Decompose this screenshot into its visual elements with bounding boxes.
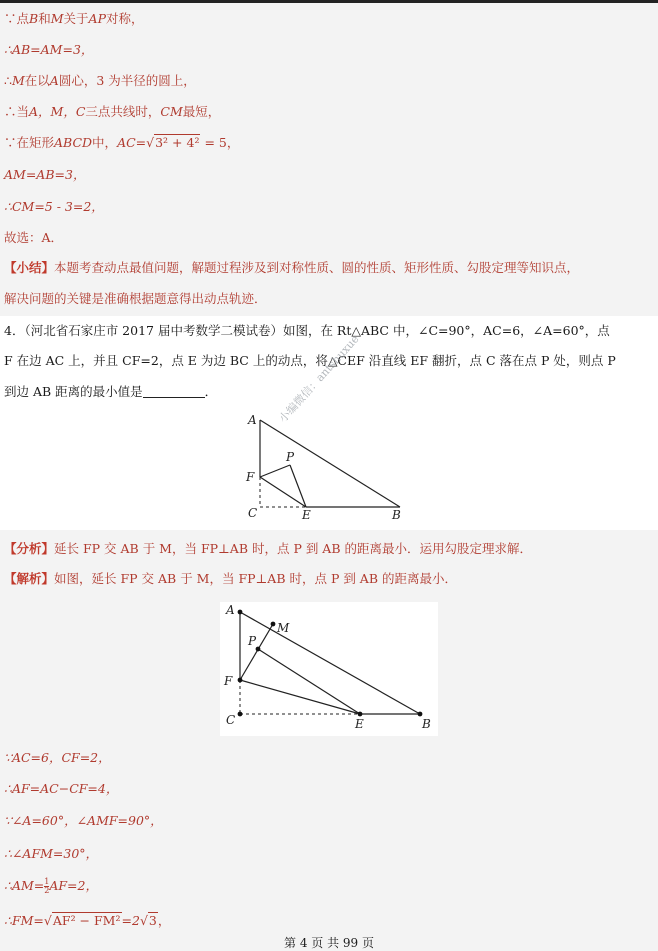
segment-pe: [290, 465, 306, 507]
sqrt-sign: √: [146, 135, 155, 150]
figure-solution-diagram: [220, 602, 438, 736]
label-b: B: [422, 717, 431, 731]
label-e: E: [355, 717, 364, 731]
figure-triangle-fold: [240, 410, 415, 525]
solution-intro-line: 【解析】如图，延长 FP 交 AB 于 M，当 FP⊥AB 时，点 P 到 AB 的距离最小．: [4, 571, 457, 586]
label-a: A: [248, 413, 257, 427]
solution-line-3: ∴M在以A圆心，3 为半径的圆上，: [4, 73, 196, 88]
label-c: C: [226, 713, 236, 727]
solution-line-8: 故选：A．: [4, 230, 64, 245]
figure-background: [220, 602, 438, 736]
point-f: [238, 678, 243, 683]
point-e: [358, 712, 363, 717]
segment-fe: [260, 477, 306, 507]
solution-line-6: AM=AB=3，: [4, 167, 86, 182]
label-p: P: [248, 634, 257, 648]
step-line-3: ∵∠A=60°，∠AMF=90°，: [4, 813, 163, 828]
label-e: E: [302, 508, 311, 522]
segment-ab: [260, 420, 400, 507]
solution-line-4: ∴当A，M，C三点共线时，CM最短，: [4, 104, 221, 119]
label-c: C: [248, 506, 258, 520]
solution-line-1: ∵点B和M关于AP对称，: [4, 11, 144, 26]
solution-line-5: ∵在矩形ABCD中，AC=√3² + 4² = 5，: [4, 135, 240, 150]
sqrt-sign: √: [43, 913, 52, 928]
label-b: B: [392, 508, 401, 522]
analysis-band: [0, 530, 658, 951]
page-footer: 第 4 页 共 99 页: [284, 936, 374, 950]
step-line-4: ∴∠AFM=30°，: [4, 846, 99, 861]
step-line-5: ∴AM= $\frac{1}{2}$ AF=2，: [4, 877, 98, 895]
label-a: A: [226, 603, 235, 617]
summary-line-2: 解决问题的关键是准确根据题意得出动点轨迹．: [4, 291, 267, 306]
solution-line-2: ∴AB=AM=3，: [4, 42, 94, 57]
solution-line-7: ∴CM=5 - 3=2，: [4, 199, 104, 214]
watermark: 小编微信：antshuxue: [276, 332, 362, 426]
point-b: [418, 712, 423, 717]
label-f: F: [246, 470, 255, 484]
label-f: F: [224, 674, 233, 688]
label-m: M: [277, 621, 290, 635]
point-m: [271, 622, 276, 627]
summary-line-1: 【小结】本题考查动点最值问题，解题过程涉及到对称性质、圆的性质、矩形性质、勾股定理等知识点，: [4, 260, 580, 275]
step-line-6: ∴FM=√AF² − FM²=2√3，: [4, 913, 171, 928]
fraction-one-half: $\frac{1}{2}$: [44, 877, 50, 895]
step-line-2: ∴AF=AC−CF=4，: [4, 781, 119, 796]
analysis-line: 【分析】延长 FP 交 AB 于 M，当 FP⊥AB 时，点 P 到 AB 的距离最小．运用勾股定理求解．: [4, 541, 532, 556]
problem-line-3: 到边 AB 距离的最小值是 ．: [4, 384, 218, 399]
point-c: [238, 712, 243, 717]
point-p: [256, 647, 261, 652]
segment-fp: [260, 465, 290, 477]
point-a: [238, 610, 243, 615]
problem-line-2: F 在边 AC 上，并且 CF=2，点 E 为边 BC 上的动点，将△CEF 沿直线 EF 翻折，点 C 落在点 P 处，则点 P: [4, 353, 616, 368]
answer-blank: [143, 385, 205, 398]
sqrt-sign: √: [139, 913, 148, 928]
label-p: P: [286, 450, 295, 464]
problem-line-1: 4．（河北省石家庄市 2017 届中考数学二模试卷）如图，在 Rt△ABC 中，∠C=90°，AC=6，∠A=60°，点: [4, 323, 610, 338]
step-line-1: ∵AC=6，CF=2，: [4, 750, 111, 765]
